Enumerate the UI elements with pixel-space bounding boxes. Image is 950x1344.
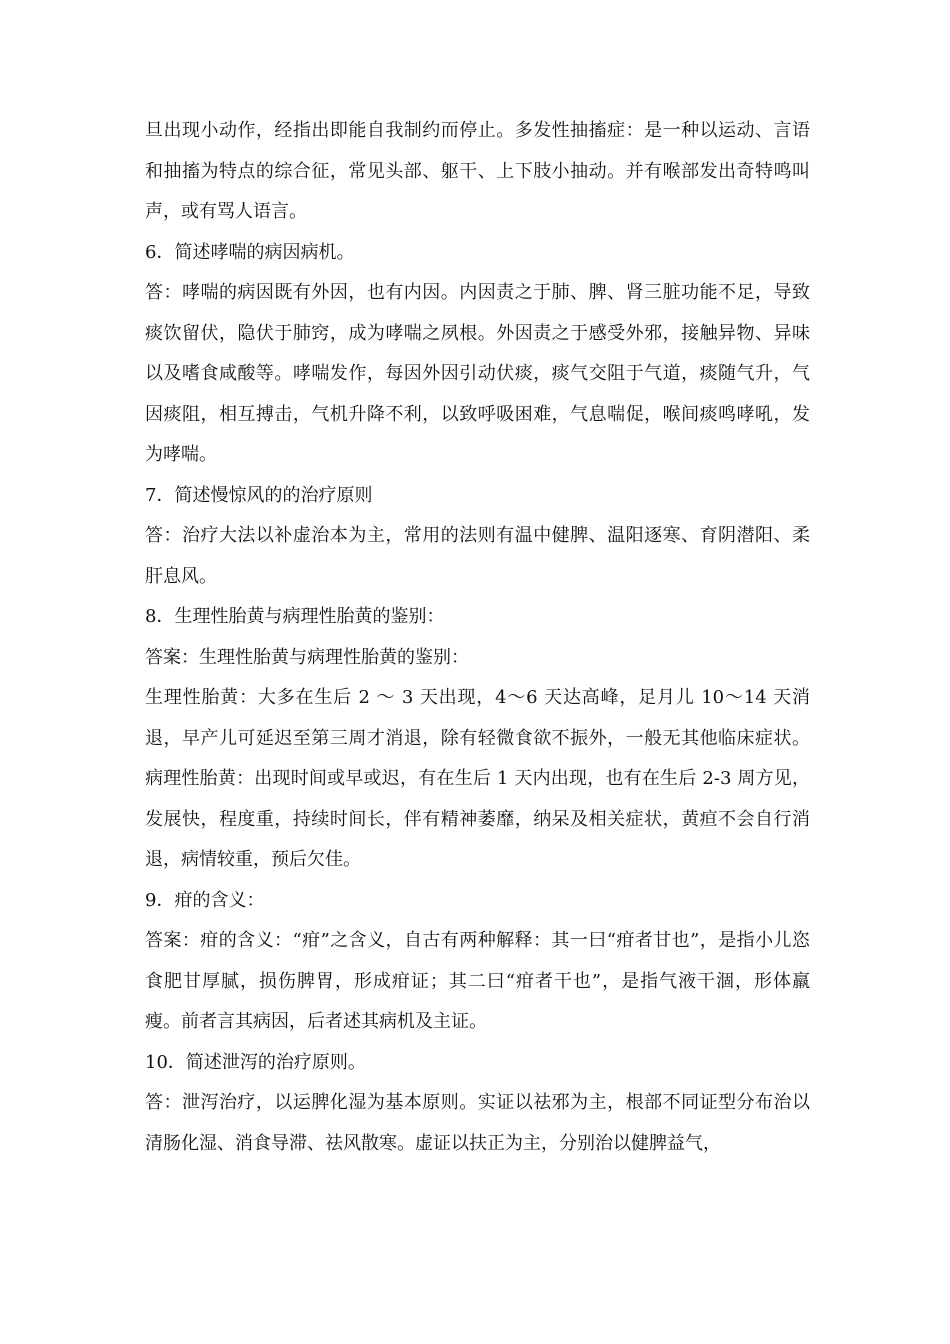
question-8-jaundice-differentiation: 8．生理性胎黄与病理性胎黄的鉴别： [145,606,445,627]
answer-9-malnutrition-meaning: 答案：疳的含义：“疳”之含义，自古有两种解释：其一曰“疳者甘也”，是指小儿恣食肥甘厚腻，损伤脾胃，形成疳证；其二曰“疳者干也”，是指气液干涸，形体羸瘦。前者言其病因，后者述其病机及主证。 [145,930,810,1032]
question-9-malnutrition-meaning: 9．疳的含义： [145,889,265,911]
answer-8-jaundice-details: 生理性胎黄：大多在生后 2 ～ 3 天出现，4～6 天达高峰，足月儿 10～14 天消退，早产儿可延迟至第三周才消退，除有轻微食欲不振外，一般无其他临床症状。病理性胎黄：出现时间或早或迟，有在生后 1 天内出现，也有在生后 2-3 周方见，发展快，程度重，持续时间长，伴有精神萎靡，纳呆及相关症状，黄疸不会自行消退，病情较重，预后欠佳。 [145,687,810,870]
answer-6-asthma-etiology: 答：哮喘的病因既有外因，也有内因。内因责之于肺、脾、肾三脏功能不足，导致痰饮留伏，隐伏于肺窍，成为哮喘之夙根。外因责之于感受外邪，接触异物、异味以及嗜食咸酸等。哮喘发作，每因外因引动伏痰，痰气交阻于气道，痰随气升，气因痰阻，相互搏击，气机升降不利，以致呼吸困难，气息喘促，喉间痰鸣哮吼，发为哮喘。 [145,282,810,465]
question-10-diarrhea-treatment: 10．简述泄泻的治疗原则。 [145,1051,366,1073]
answer-8-jaundice-heading: 答案：生理性胎黄与病理性胎黄的鉴别： [145,646,469,668]
question-6-asthma-etiology: 6．简述哮喘的病因病机。 [145,241,355,263]
document-body [145,111,810,1164]
answer-10-diarrhea-treatment: 答：泄泻治疗，以运脾化湿为基本原则。实证以祛邪为主，根部不同证型分布治以清肠化湿、消食导滞、祛风散寒。虚证以扶正为主，分别治以健脾益气， [145,1092,810,1154]
paragraph-tic-disorder-description: 旦出现小动作，经指出即能自我制约而停止。多发性抽搐症：是一种以运动、言语和抽搐为特点的综合征，常见头部、躯干、上下肢小抽动。并有喉部发出奇特鸣叫声，或有骂人语言。 [145,120,810,222]
question-7-chronic-convulsion-treatment: 7．简述慢惊风的的治疗原则 [145,484,373,506]
answer-7-chronic-convulsion-treatment: 答：治疗大法以补虚治本为主，常用的法则有温中健脾、温阳逐寒、育阴潜阳、柔肝息风。 [145,525,810,587]
